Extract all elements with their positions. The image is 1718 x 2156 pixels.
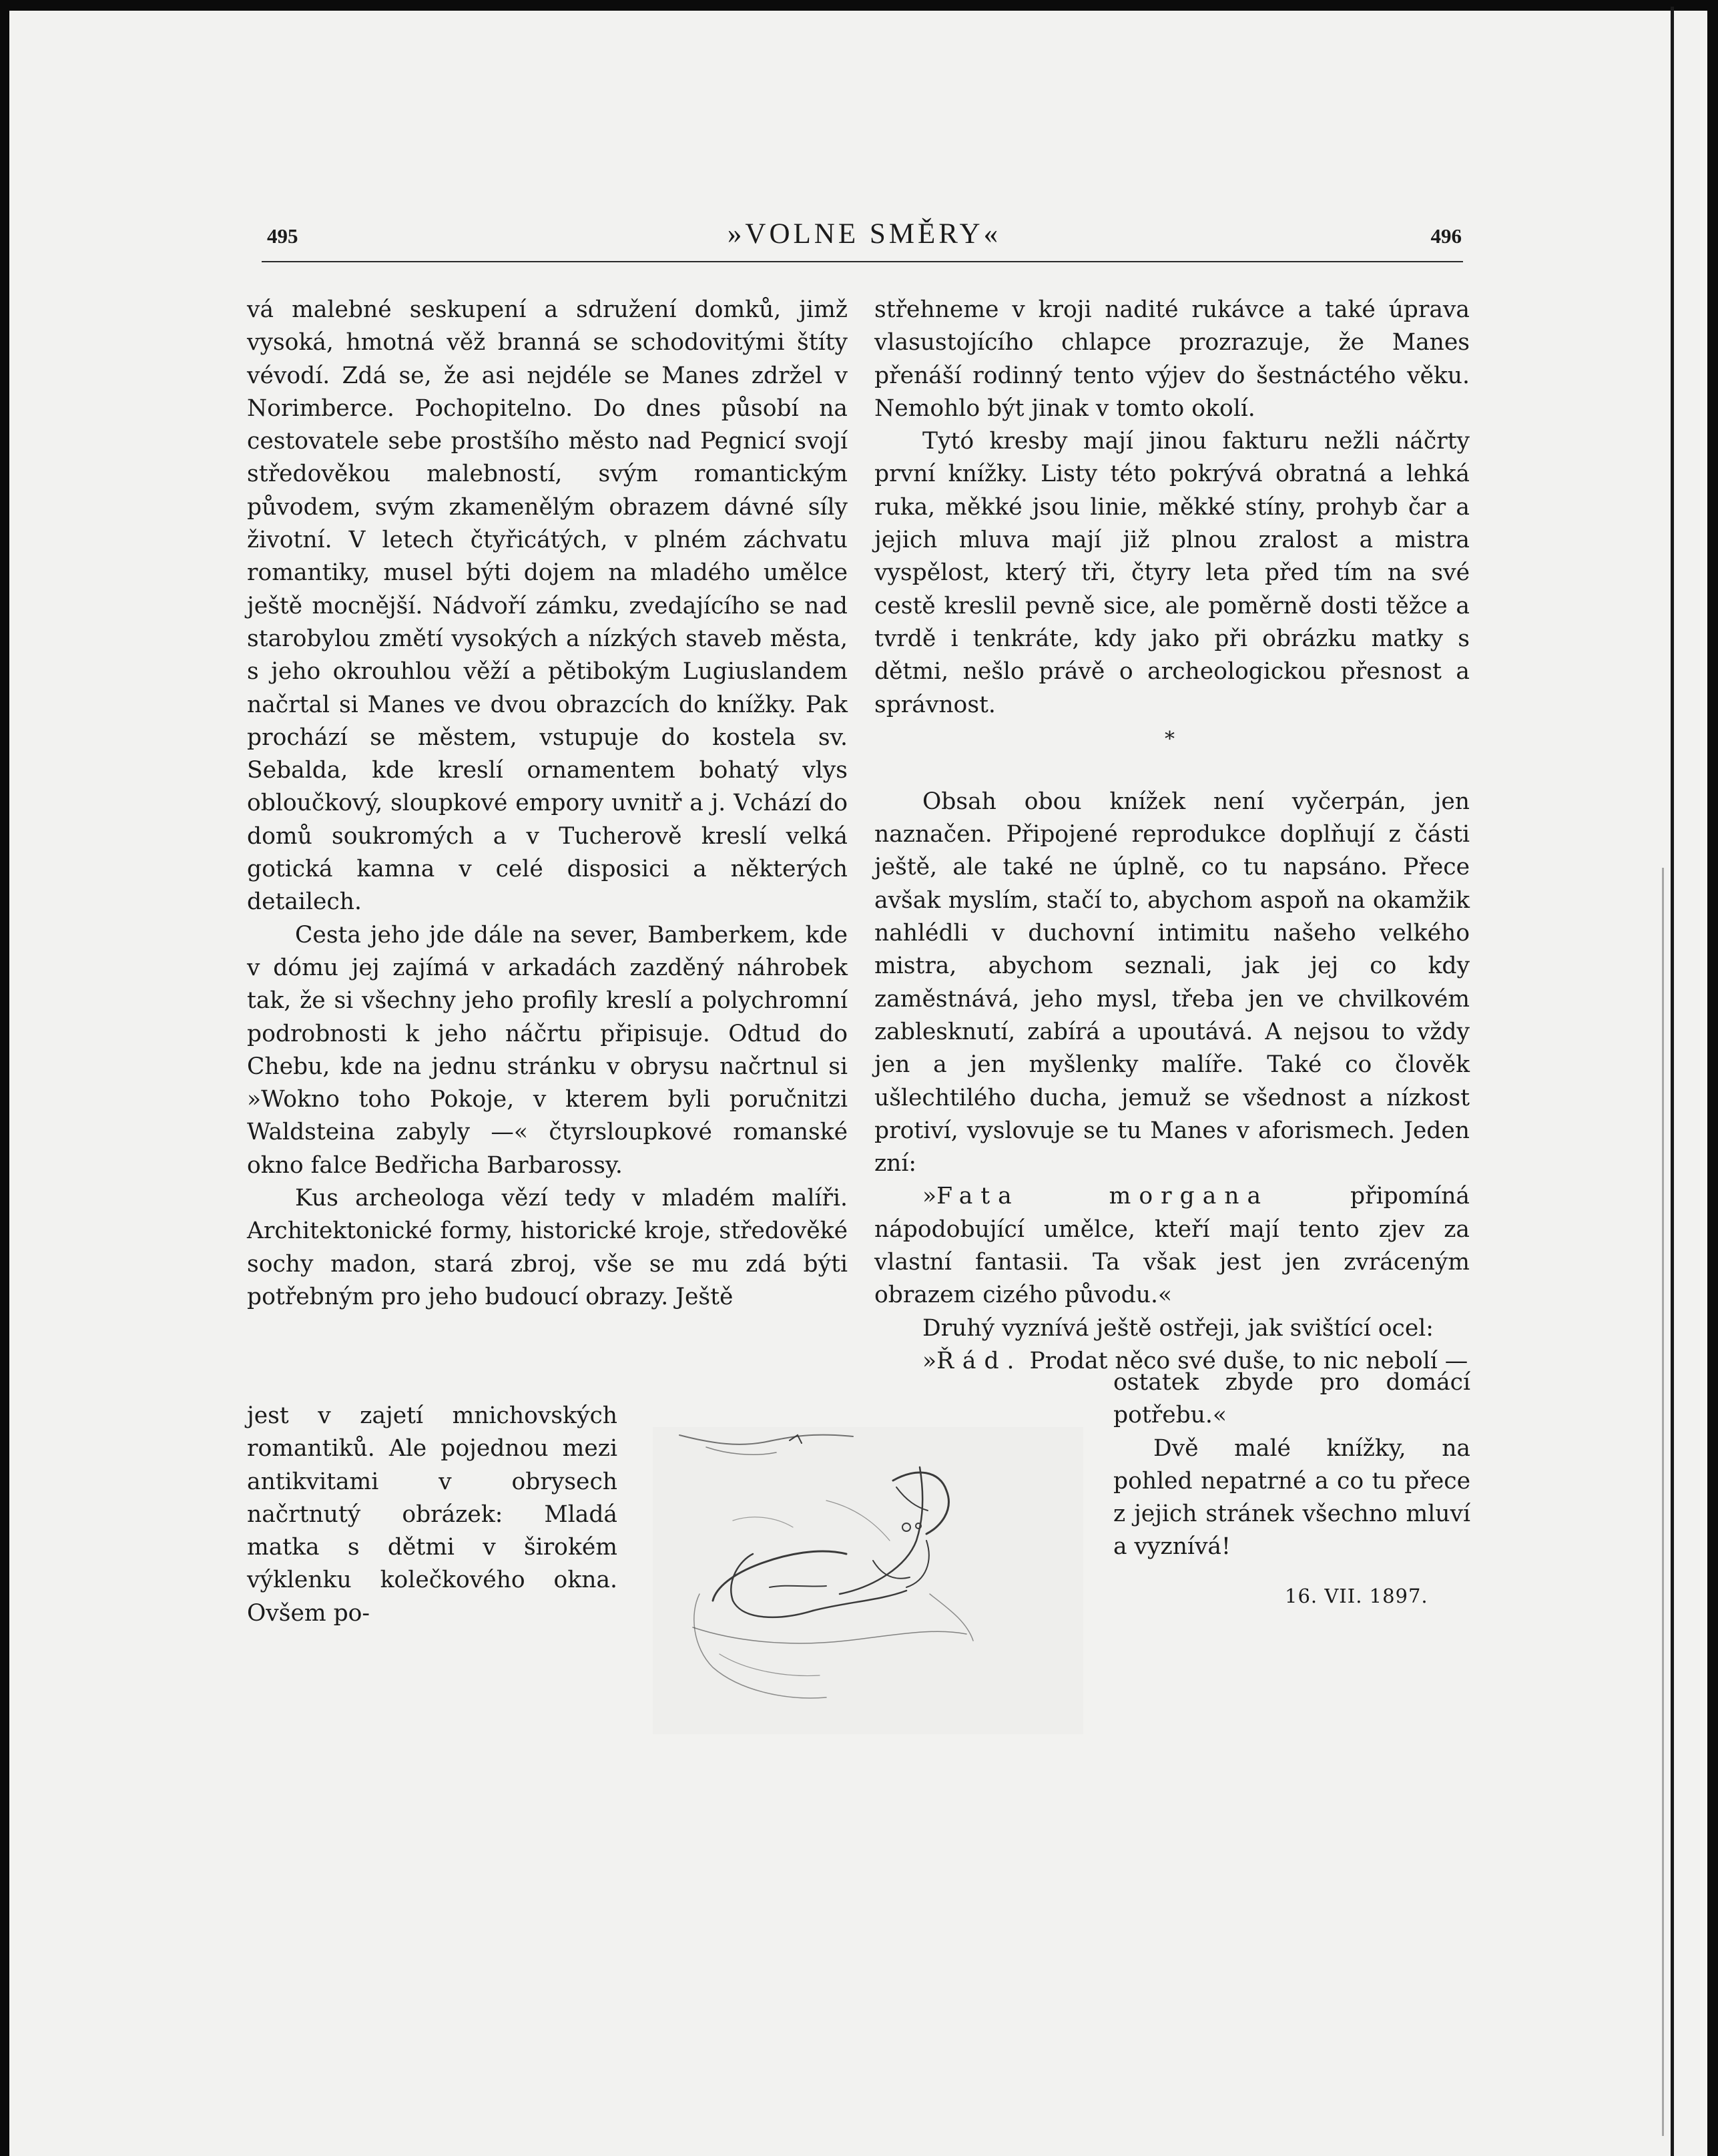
scan-edge-shadow: [1662, 868, 1664, 2136]
quote-wrap: ostatek zbyde pro domácí potřebu.«: [1113, 1369, 1470, 1429]
left-column: [247, 294, 848, 1314]
date-line: 16. VII. 1897.: [1285, 1585, 1428, 1607]
spaced-term: Řád.: [936, 1347, 1023, 1374]
paragraph-wrap-right: [1113, 1366, 1470, 1564]
scan-border-right: [1707, 0, 1718, 2156]
paragraph: Tytó kresby mají jinou fakturu nežli náčrty první knížky. Listy této pokrývá obratná a lehká ruka, měkké jsou linie, měkké stíny, prohyb čar a jejich mluva mají již plnou zralost a mistra vyspělost, který tři, čtyry leta před tím na své cestě kreslil pevně sice, ale poměrně dosti těžce a tvrdě i tenkráte, kdy jako při obrázku matky s dětmi, nešlo právě o archeologickou přesnost a správnost.: [874, 428, 1470, 718]
paragraph: Dvě malé knížky, na pohled nepatrné a co tu přece z jejich stránek všechno mluví a vyznívá!: [1113, 1434, 1470, 1561]
spaced-term: Fata morgana: [936, 1183, 1269, 1210]
scan-border-top: [0, 0, 1718, 11]
paragraph: Cesta jeho jde dále na sever, Bamberkem, kde v dómu jej zajímá v arkadách zazděný náhrobek tak, že si všechny jeho profily kreslí a polychromní podrobnosti k jeho náčrtu připisuje. Odtud do Chebu, kde na jednu stránku v obrysu načrtnul si »Wokno toho Pokoje, v kterem byli poručnitzi Waldsteina zabyly —« čtyrsloupkové romanské okno falce Bedřicha Barbarossy.: [247, 921, 848, 1179]
section-asterisk: *: [1165, 728, 1175, 751]
paragraph: Obsah obou knížek není vyčerpán, jen naznačen. Připojené reprodukce doplňují z části ještě, ale také ne úplně, co tu napsáno. Přece avšak myslím, stačí to, abychom aspoň na okamžik nahlédli v duchovní intimitu našeho velkého mistra, abychom seznali, jak jej co kdy zaměstnává, jeho mysl, třeba jen ve chvilkovém zablesknutí, zabírá a upoutává. A nejsou to vždy jen a jen myšlenky malíře. Také co člověk ušlechtilého ducha, jemuž se všednost a nízkost protiví, vyslovuje se tu Manes v aforismech. Jeden zní:: [874, 788, 1470, 1177]
quote-mark: »: [922, 1183, 937, 1210]
aphorism-quote: [874, 1180, 1470, 1312]
right-column: [874, 294, 1470, 1378]
quote-mark: »: [922, 1347, 937, 1374]
page-number-right: 496: [1430, 224, 1462, 248]
paragraph: střehneme v kroji nadité rukávce a také úprava vlasustojícího chlapce prozrazuje, že Manes přenáší rodinný tento výjev do šestnáctého věku. Nemohlo být jinak v tomto okolí.: [874, 296, 1470, 422]
paragraph: Kus archeologa vězí tedy v mladém malíři. Architektonické formy, historické kroje, středověké sochy madon, stará zbroj, vše se mu zdá býti potřebným pro jeho budoucí obrazy. Ještě: [247, 1185, 848, 1310]
quote-text: připomíná nápodobující umělce, kteří mají tento zjev za vlastní fantasii. Ta však jest jen zvráceným obrazem cizého původu.«: [874, 1183, 1470, 1309]
scan-edge-line: [1671, 7, 1674, 2156]
paragraph: vá malebné seskupení a sdružení domků, jimž vysoká, hmotná věž branná se schodovitými štíty vévodí. Zdá se, že asi nejdéle se Manes zdržel v Norimberce. Pochopitelno. Do dnes působí na cestovatele sebe prostšího město nad Pegnicí svojí středověkou malebností, svým romantickým původem, svým zkamenělým obrazem dávné síly životní. V letech čtyřicátých, v plném záchvatu romantiky, musel býti dojem na mladého umělce ještě mocnější. Nádvoří zámku, zvedajícího se nad starobylou změtí vysokých a nízkých staveb města, s jeho okrouhlou věží a pětibokým Lugiuslandem načrtal si Manes ve dvou obrazcích do knížky. Pak prochází se městem, vstupuje do kostela sv. Sebalda, kde kreslí ornamentem bohatý vlys obloučkový, sloupkové empory uvnitř a j. Vchází do domů soukromých a v Tucherově kreslí velká gotická kamna v celé disposici a některých detailech.: [247, 296, 848, 916]
quote-text: Prodat něco své duše, to nic nebolí —: [1022, 1347, 1468, 1374]
reclining-figure-sketch: [653, 1427, 1083, 1734]
running-header: [267, 218, 1462, 258]
scan-border-left: [0, 0, 9, 2156]
sketch-illustration: [653, 1427, 1083, 1734]
paragraph-wrap-left: jest v zajetí mnichovských romantiků. Ale pojednou mezi antikvitami v obrysech načrtnutý obrázek: Mladá matka s dětmi v širokém výklenku kolečkového okna. Ovšem po-: [247, 1402, 617, 1627]
paragraph: Druhý vyznívá ještě ostřeji, jak svištící ocel:: [922, 1314, 1434, 1342]
journal-title: »VOLNE SMĚRY«: [727, 218, 1002, 250]
page-number-left: 495: [267, 224, 298, 248]
header-rule: [262, 261, 1463, 262]
